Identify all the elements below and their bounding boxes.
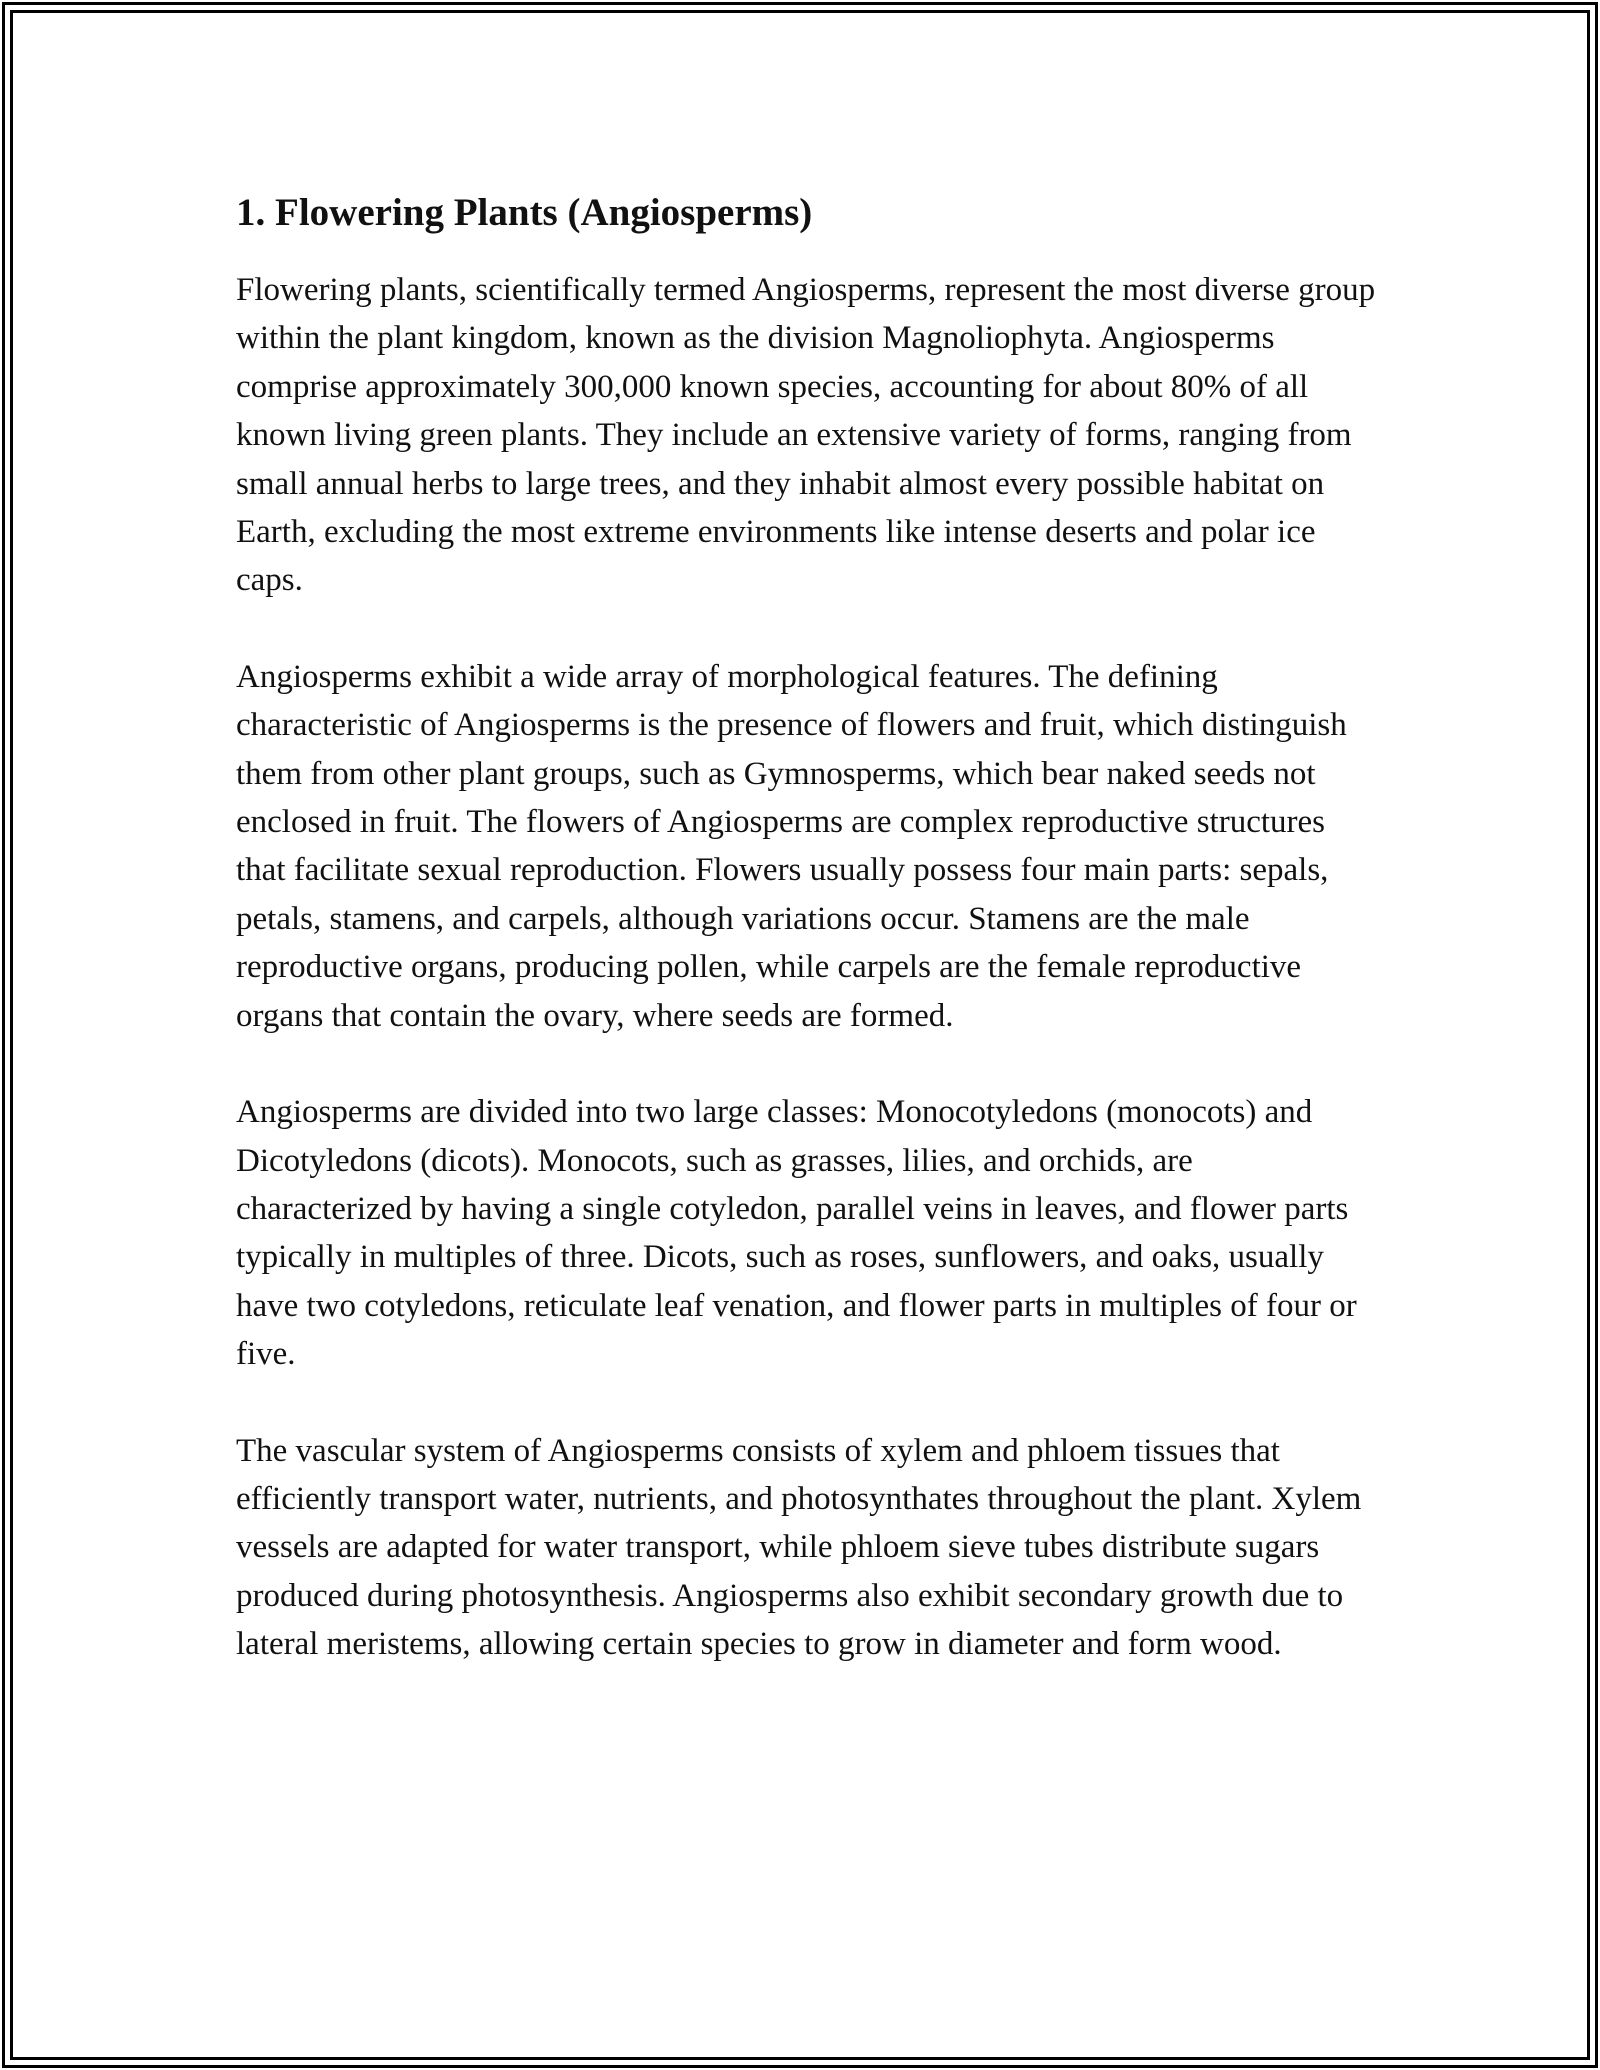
document-body [236, 186, 1376, 1717]
paragraph-overview: Flowering plants, scientifically termed Angiosperms, represent the most diverse group within the plant kingdom, known as the division Magnoliophyta. Angiosperms comprise approximately 300,000 known species, accounting for about 80% of all known living green plants. They include an extensive variety of forms, ranging from small annual herbs to large trees, and they inhabit almost every possible habitat on Earth, excluding the most extreme environments like intense deserts and polar ice caps. [236, 272, 1376, 599]
paragraph-classes: Angiosperms are divided into two large classes: Monocotyledons (monocots) and Dicotyledons (dicots). Monocots, such as grasses, lilies, and orchids, are characterized by having a single cotyledon, parallel veins in leaves, and flower parts typically in multiples of three. Dicots, such as roses, sunflowers, and oaks, usually have two cotyledons, reticulate leaf venation, and flower parts in multiples of four or five. [236, 1094, 1357, 1373]
section-title: 1. Flowering Plants (Angiosperms) [236, 191, 813, 234]
paragraph-morphology: Angiosperms exhibit a wide array of morphological features. The defining characteristic of Angiosperms is the presence of flowers and fruit, which distinguish them from other plant groups, such as Gymnosperms, which bear naked seeds not enclosed in fruit. The flowers of Angiosperms are complex reproductive structures that facilitate sexual reproduction. Flowers usually possess four main parts: sepals, petals, stamens, and carpels, although variations occur. Stamens are the male reproductive organs, producing pollen, while carpels are the female reproductive organs that contain the ovary, where seeds are formed. [236, 658, 1347, 1034]
paragraph-vascular-system: The vascular system of Angiosperms consists of xylem and phloem tissues that efficiently transport water, nutrients, and photosynthates throughout the plant. Xylem vessels are adapted for water transport, while phloem sieve tubes distribute sugars produced during photosynthesis. Angiosperms also exhibit secondary growth due to lateral meristems, allowing certain species to grow in diameter and form wood. [236, 1432, 1362, 1663]
